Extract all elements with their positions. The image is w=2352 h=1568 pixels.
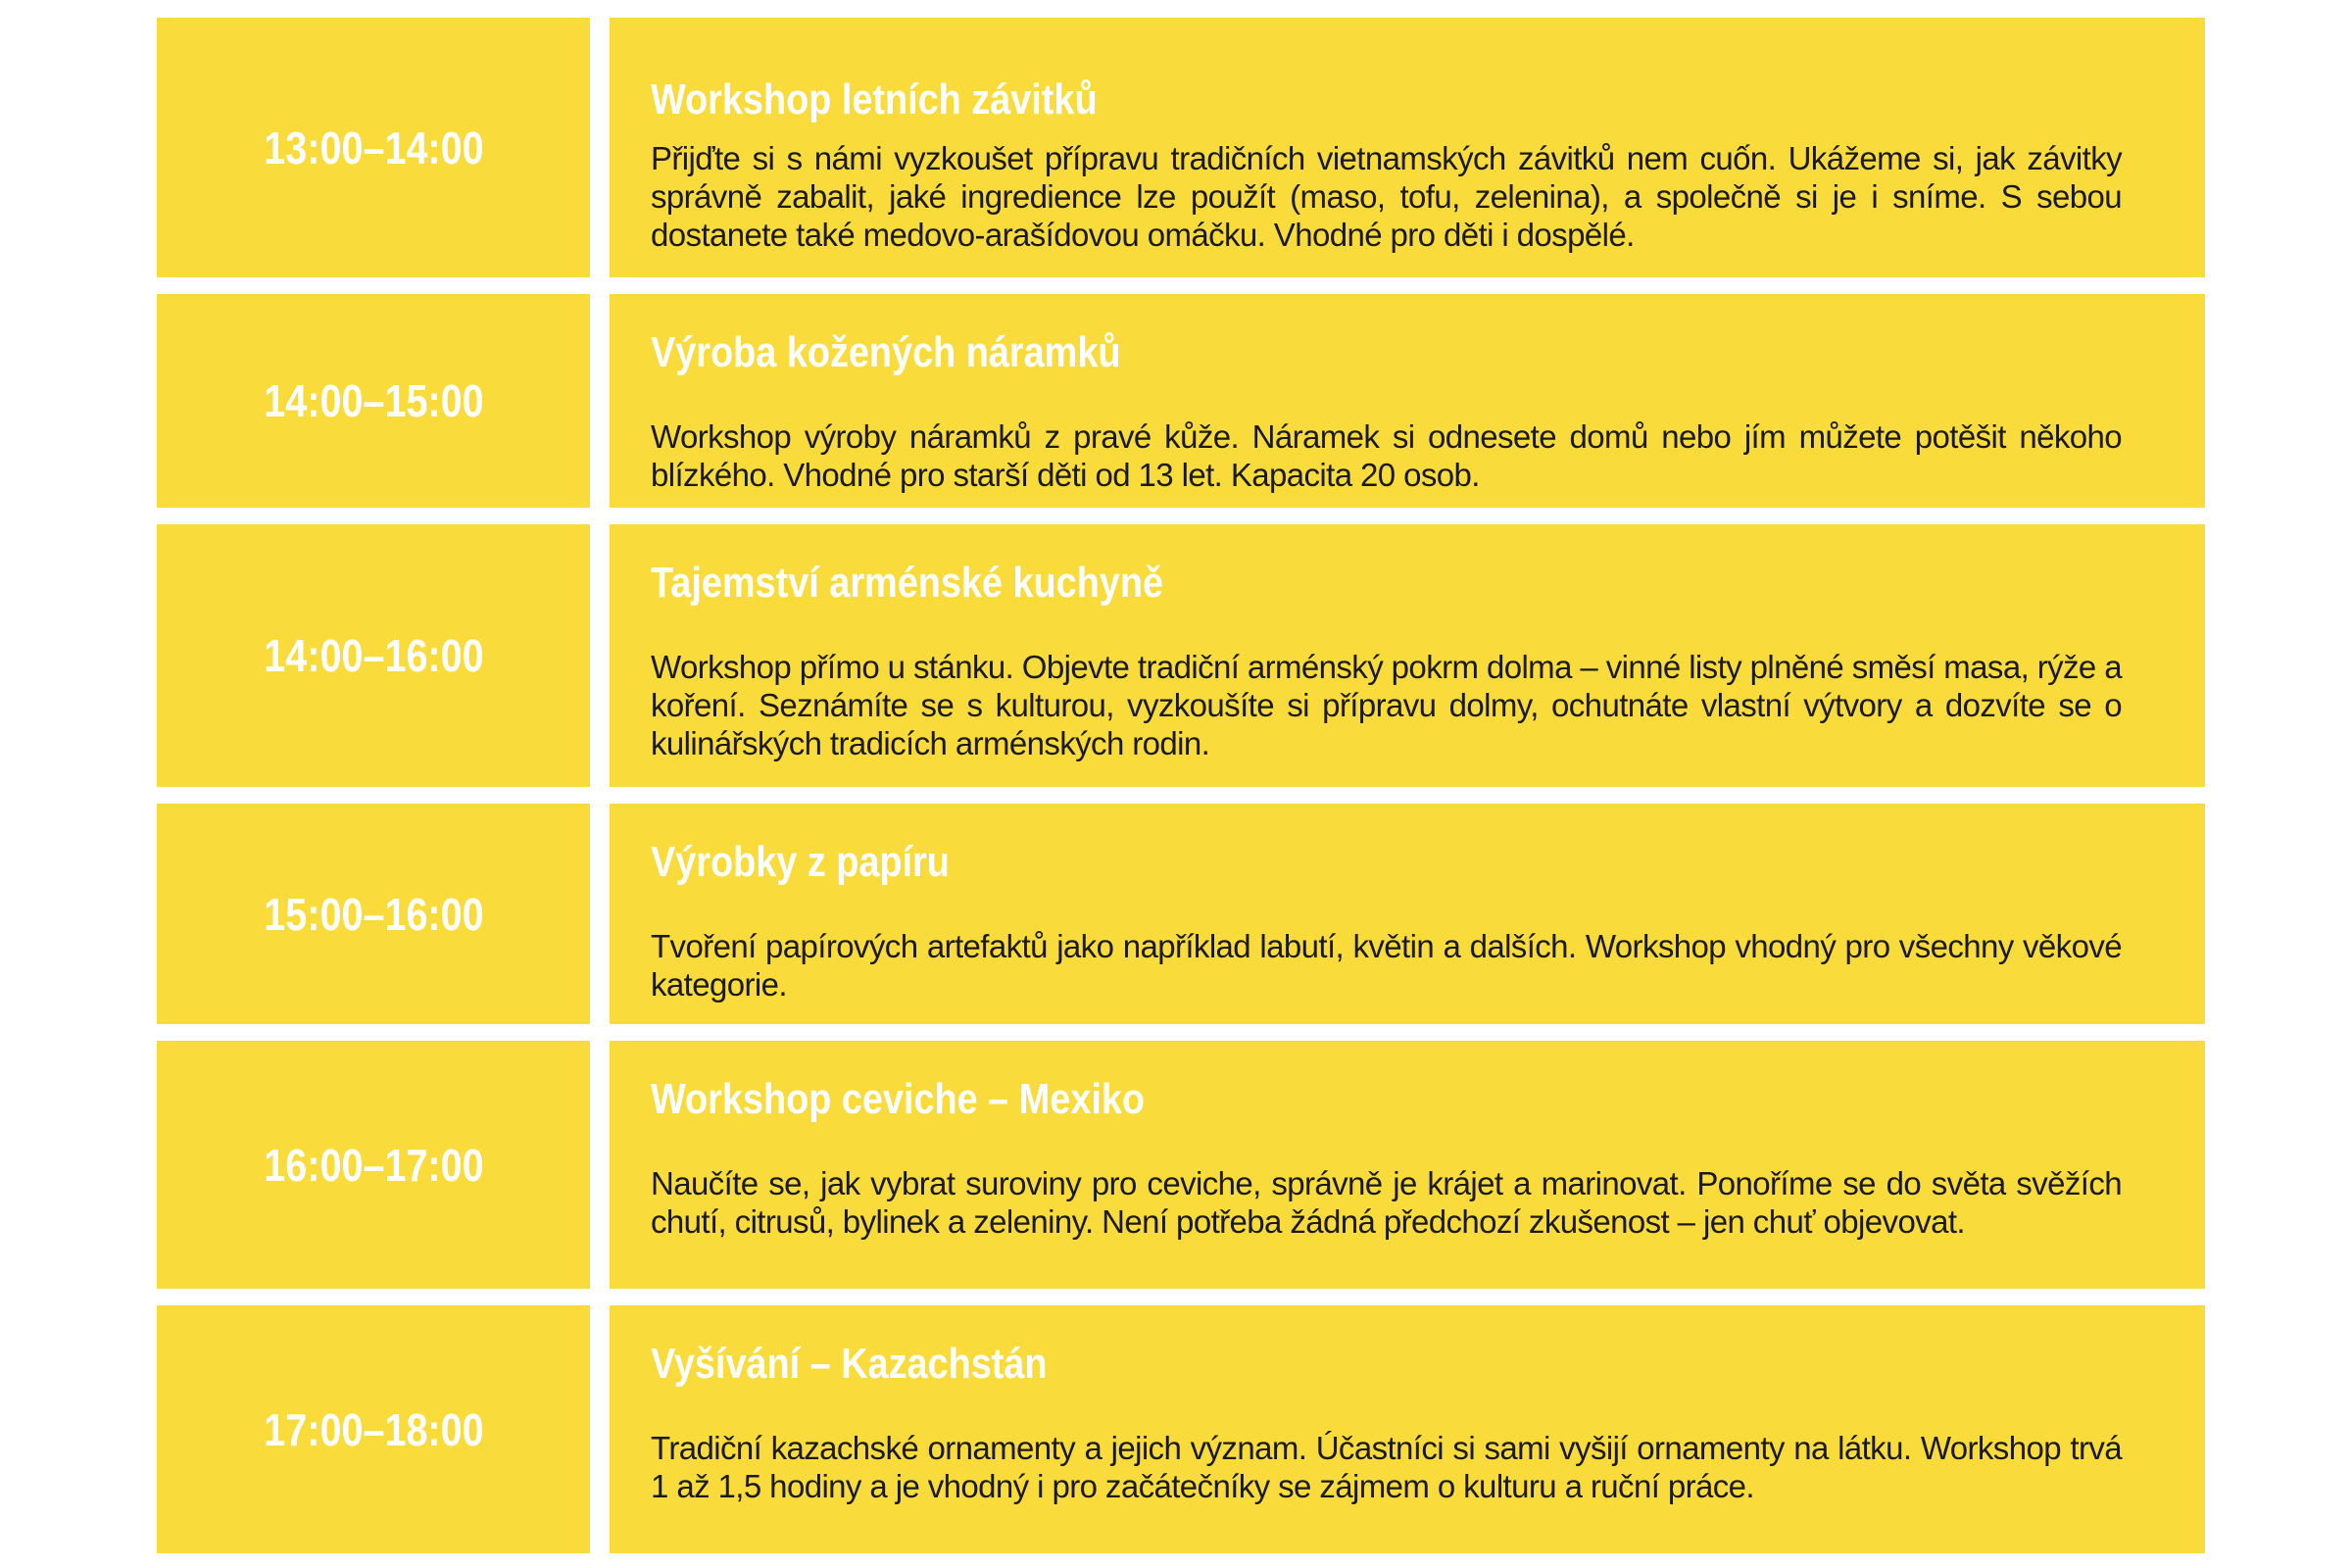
time-cell [157, 1305, 590, 1553]
event-description: Přijďte si s námi vyzkoušet přípravu tradičních vietnamských závitků nem cuốn. Ukážeme si, jak závitky správně zabalit, jaké ingredience lze použít (maso, tofu, zelenina), a společně si je i sníme. S sebou dostanete také medovo-arašídovou omáčku. Vhodné pro děti i dospělé. [651, 140, 2122, 253]
schedule-row [157, 1041, 2205, 1289]
time-cell [157, 1041, 590, 1289]
event-cell [610, 524, 2205, 787]
workshop-schedule [157, 18, 2205, 1553]
time-cell [157, 524, 590, 787]
event-time: 14:00–16:00 [263, 630, 484, 681]
event-title: Workshop ceviche – Mexiko [651, 1075, 1146, 1123]
event-cell [610, 18, 2205, 277]
event-time: 17:00–18:00 [263, 1403, 484, 1455]
event-title: Výroba kožených náramků [651, 328, 1121, 376]
event-cell [610, 294, 2205, 508]
event-description: Workshop výroby náramků z pravé kůže. Náramek si odnesete domů nebo jím můžete potěšit někoho blízkého. Vhodné pro starší děti od 13 let. Kapacita 20 osob. [651, 418, 2122, 493]
event-title: Workshop letních závitků [651, 75, 1098, 123]
time-cell [157, 804, 590, 1024]
event-time: 13:00–14:00 [263, 122, 484, 173]
time-cell [157, 18, 590, 277]
schedule-row [157, 18, 2205, 277]
schedule-row [157, 524, 2205, 787]
event-description: Workshop přímo u stánku. Objevte tradiční arménský pokrm dolma – vinné listy plněné směsí masa, rýže a koření. Seznámíte se s kulturou, vyzkoušíte si přípravu dolmy, ochutnáte vlastní výtvory a dozvíte se o kulinářských tradicích arménských rodin. [651, 649, 2122, 761]
event-description: Naučíte se, jak vybrat suroviny pro ceviche, správně je krájet a marinovat. Ponoříme se do světa svěžích chutí, citrusů, bylinek a zeleniny. Není potřeba žádná předchozí zkušenost – jen chuť objevovat. [651, 1165, 2122, 1240]
event-description: Tradiční kazachské ornamenty a jejich význam. Účastníci si sami vyšijí ornamenty na látku. Workshop trvá 1 až 1,5 hodiny a je vhodný i pro začátečníky se zájmem o kulturu a ruční práce. [651, 1430, 2122, 1504]
event-description: Tvoření papírových artefaktů jako například labutí, květin a dalších. Workshop vhodný pro všechny věkové kategorie. [651, 928, 2122, 1003]
schedule-row [157, 804, 2205, 1024]
time-cell [157, 294, 590, 508]
event-title: Výrobky z papíru [651, 838, 950, 886]
event-time: 16:00–17:00 [263, 1139, 484, 1191]
event-time: 14:00–15:00 [263, 375, 484, 426]
event-title: Vyšívání – Kazachstán [651, 1340, 1048, 1388]
event-cell [610, 1305, 2205, 1553]
event-title: Tajemství arménské kuchyně [651, 559, 1164, 607]
event-time: 15:00–16:00 [263, 888, 484, 940]
schedule-row [157, 1305, 2205, 1553]
schedule-row [157, 294, 2205, 508]
event-cell [610, 1041, 2205, 1289]
event-cell [610, 804, 2205, 1024]
